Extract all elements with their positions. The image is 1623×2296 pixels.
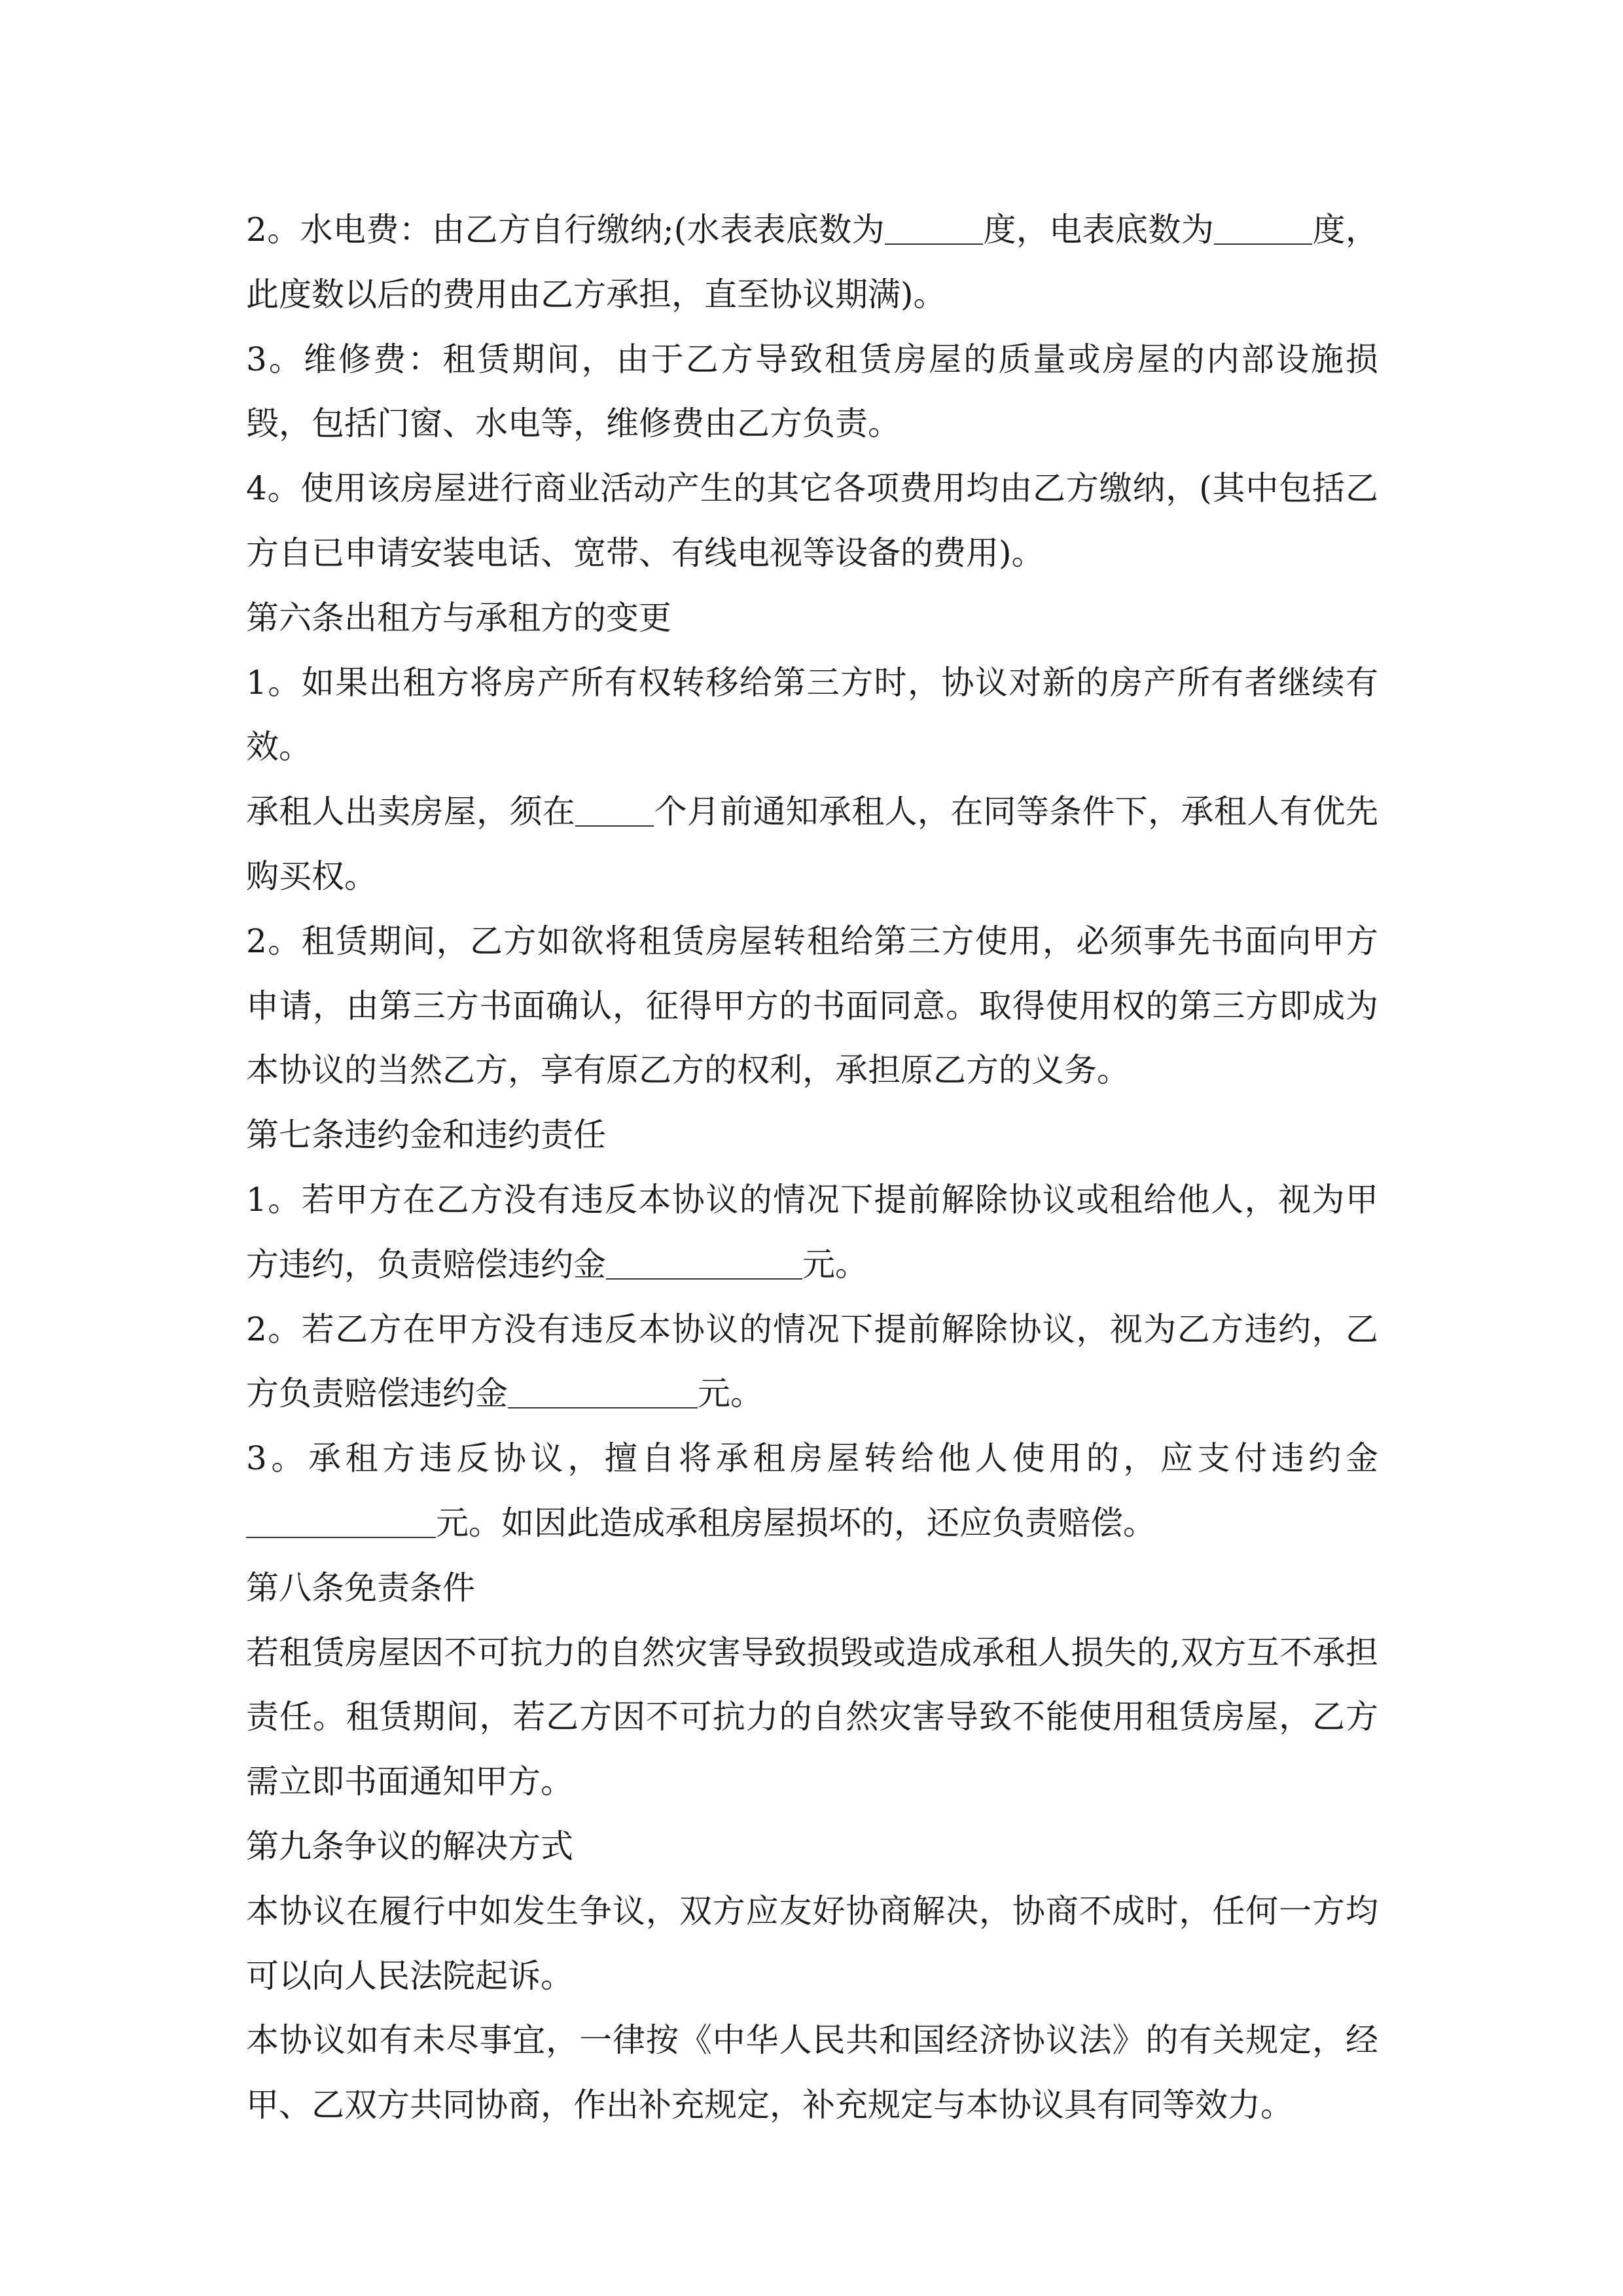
clause-utilities-text-3: 度，此度数以后的费用由乙方承担，直至协议期满)。: [246, 211, 1379, 314]
clause-unauthorized-transfer-text-2: 元。如因此造成承租房屋损坏的，还应负责赔偿。: [436, 1503, 1156, 1542]
electric-meter-blank: [1214, 211, 1312, 245]
clause-unauthorized-transfer: [246, 1426, 1378, 1556]
clause-ownership-transfer: 1。如果出租方将房产所有权转移给第三方时，协议对新的房产所有者继续有效。: [246, 663, 1378, 766]
clause-landlord-breach-text: 1。若甲方在乙方没有违反本协议的情况下提前解除协议或租给他人，视为甲方违约，负责赔偿违约金: [246, 1180, 1378, 1283]
clause-other-fees: 4。使用该房屋进行商业活动产生的其它各项费用均由乙方缴纳，(其中包括乙方自已申请安装电话、宽带、有线电视等设备的费用)。: [246, 469, 1378, 572]
clause-utilities-text-2: 度，电表底数为: [983, 211, 1215, 249]
clause-landlord-breach-text-2: 元。: [802, 1245, 868, 1283]
clause-sublease: 2。租赁期间，乙方如欲将租赁房屋转租给第三方使用，必须事先书面向甲方申请，由第三方书面确认，征得甲方的书面同意。取得使用权的第三方即成为本协议的当然乙方，享有原乙方的权利，承担原乙方的义务。: [246, 922, 1378, 1090]
transfer-penalty-blank: [246, 1504, 436, 1538]
clause-utilities: [246, 198, 1378, 327]
document-body: [246, 198, 1378, 2138]
clause-force-majeure: 若租赁房屋因不可抗力的自然灾害导致损毁或造成承租人损失的,双方互不承担责任。租赁期间，若乙方因不可抗力的自然灾害导致不能使用租赁房屋，乙方需立即书面通知甲方。: [246, 1633, 1378, 1801]
clause-sale-notice: [246, 780, 1378, 909]
clause-sale-notice-text-2: 个月前通知承租人，在同等条件下，承租人有优先购买权。: [246, 793, 1378, 895]
landlord-penalty-blank: [606, 1246, 802, 1280]
clause-landlord-breach: [246, 1168, 1378, 1297]
months-blank: [575, 793, 654, 827]
clause-utilities-text: 2。水电费：由乙方自行缴纳;(水表表底数为: [246, 211, 885, 249]
clause-tenant-breach-text: 2。若乙方在甲方没有违反本协议的情况下提前解除协议，视为乙方违约，乙方负责赔偿违约金: [246, 1310, 1378, 1413]
clause-tenant-breach: [246, 1297, 1378, 1427]
tenant-penalty-blank: [508, 1374, 698, 1408]
article-7-heading: 第七条违约金和违约责任: [246, 1116, 606, 1155]
article-8-heading: 第八条免责条件: [246, 1568, 475, 1607]
clause-repair: 3。维修费：租赁期间，由于乙方导致租赁房屋的质量或房屋的内部设施损毁，包括门窗、水电等，维修费由乙方负责。: [246, 340, 1378, 443]
clause-unauthorized-transfer-text: 3。承租方违反协议，擅自将承租房屋转给他人使用的，应支付违约金: [246, 1439, 1378, 1478]
water-meter-blank: [885, 211, 983, 245]
clause-sale-notice-text: 承租人出卖房屋，须在: [246, 793, 576, 831]
article-6-heading: 第六条出租方与承租方的变更: [246, 598, 671, 637]
clause-dispute: 本协议在履行中如发生争议，双方应友好协商解决，协商不成时，任何一方均可以向人民法院起诉。: [246, 1892, 1378, 1995]
article-9-heading: 第九条争议的解决方式: [246, 1827, 573, 1865]
clause-supplement: 本协议如有未尽事宜，一律按《中华人民共和国经济协议法》的有关规定，经甲、乙双方共同协商，作出补充规定，补充规定与本协议具有同等效力。: [246, 2021, 1378, 2125]
clause-tenant-breach-text-2: 元。: [698, 1374, 763, 1413]
